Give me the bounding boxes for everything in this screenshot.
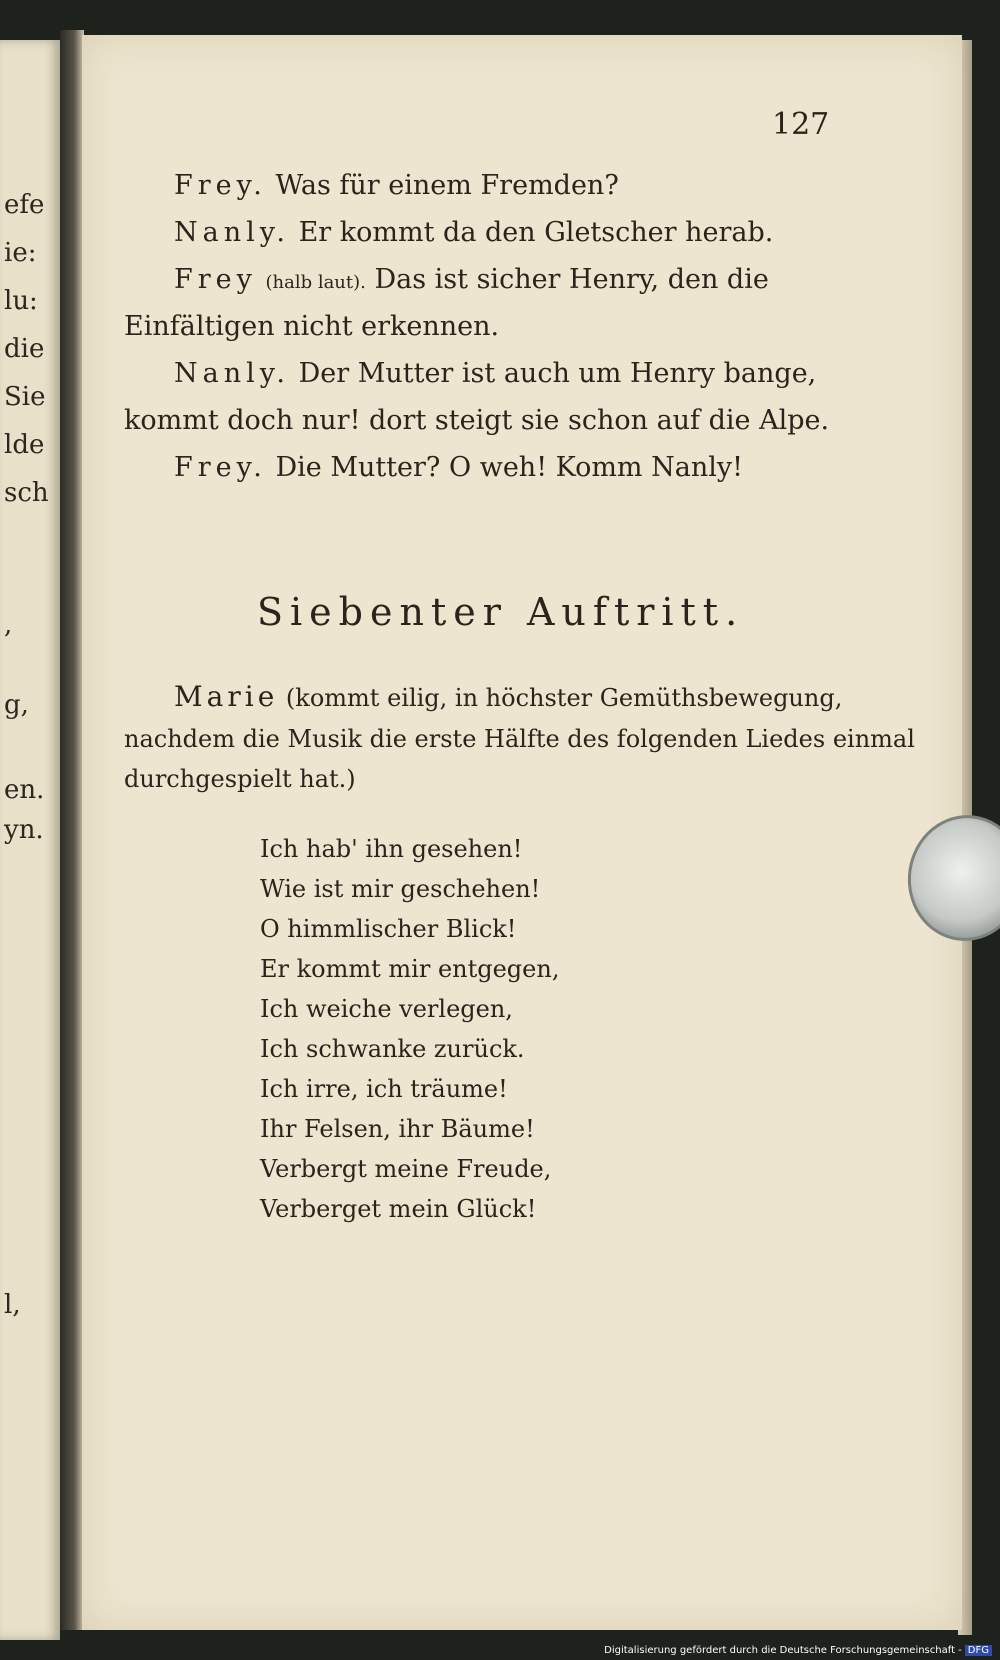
left-page-fragment: Sie xyxy=(4,382,46,412)
left-page-fragment: g, xyxy=(4,690,29,720)
stage-direction-line: nachdem die Musik die erste Hälfte des folgenden Liedes einmal xyxy=(124,725,915,753)
dialogue-line xyxy=(174,452,743,483)
left-page-fragment: lu: xyxy=(4,286,38,316)
speaker-name: Frey. xyxy=(174,452,267,483)
verse-line: Ich hab' ihn gesehen! xyxy=(260,835,523,863)
dialogue-text: Die Mutter? O weh! Komm Nanly! xyxy=(275,452,743,483)
stage-aside: (halb laut). xyxy=(265,272,366,293)
verse-line: Verbergt meine Freude, xyxy=(260,1155,552,1183)
previous-page-edge xyxy=(0,40,60,1640)
speaker-name: Frey xyxy=(174,264,257,295)
dialogue-text: Er kommt da den Gletscher herab. xyxy=(298,217,774,248)
stage-direction-text: (kommt eilig, in höchster Gemüthsbewegung, xyxy=(285,684,843,712)
left-page-fragment: en. xyxy=(4,775,45,805)
dialogue-line xyxy=(174,170,619,201)
left-page-fragment: , xyxy=(4,610,13,640)
speaker-name: Nanly. xyxy=(174,217,290,248)
digitization-credit xyxy=(604,1645,992,1656)
verse-line: O himmlischer Blick! xyxy=(260,915,517,943)
verse-line: Er kommt mir entgegen, xyxy=(260,955,560,983)
dialogue-text: Der Mutter ist auch um Henry bange, xyxy=(298,358,817,389)
left-page-fragment: lde xyxy=(4,430,45,460)
verse-line: Ich schwanke zurück. xyxy=(260,1035,525,1063)
left-page-fragment: efe xyxy=(4,190,45,220)
scene-heading: Siebenter Auftritt. xyxy=(257,590,745,634)
book-page xyxy=(82,35,962,1630)
speaker-name: Nanly. xyxy=(174,358,290,389)
speaker-name: Frey. xyxy=(174,170,267,201)
credit-text: Digitalisierung gefördert durch die Deutsche Forschungsgemeinschaft - xyxy=(604,1645,962,1656)
dialogue-line xyxy=(124,311,499,342)
dialogue-line xyxy=(174,217,773,248)
stage-direction-line: durchgespielt hat.) xyxy=(124,765,356,793)
left-page-fragment: ie: xyxy=(4,238,37,268)
left-page-fragment: die xyxy=(4,334,45,364)
page-number: 127 xyxy=(772,107,830,142)
dfg-logo: DFG xyxy=(965,1645,992,1656)
speaker-name: Marie xyxy=(174,680,279,713)
dialogue-line xyxy=(174,264,769,295)
dialogue-text: Das ist sicher Henry, den die xyxy=(374,264,769,295)
verse-line: Verberget mein Glück! xyxy=(260,1195,537,1223)
left-page-fragment: sch xyxy=(4,478,49,508)
book-gutter xyxy=(60,30,84,1630)
dialogue-text: Einfältigen nicht erkennen. xyxy=(124,311,500,342)
verse-line: Ich weiche verlegen, xyxy=(260,995,513,1023)
verse-line: Ich irre, ich träume! xyxy=(260,1075,508,1103)
left-page-fragment: l, xyxy=(4,1290,21,1320)
dialogue-text: Was für einem Fremden? xyxy=(275,170,619,201)
dialogue-line xyxy=(174,358,816,389)
stage-direction-line xyxy=(174,680,842,713)
dialogue-text: kommt doch nur! dort steigt sie schon auf die Alpe. xyxy=(124,405,830,436)
left-page-fragment: yn. xyxy=(4,815,44,845)
verse-line: Ihr Felsen, ihr Bäume! xyxy=(260,1115,535,1143)
dialogue-line xyxy=(124,405,829,436)
verse-line: Wie ist mir geschehen! xyxy=(260,875,541,903)
